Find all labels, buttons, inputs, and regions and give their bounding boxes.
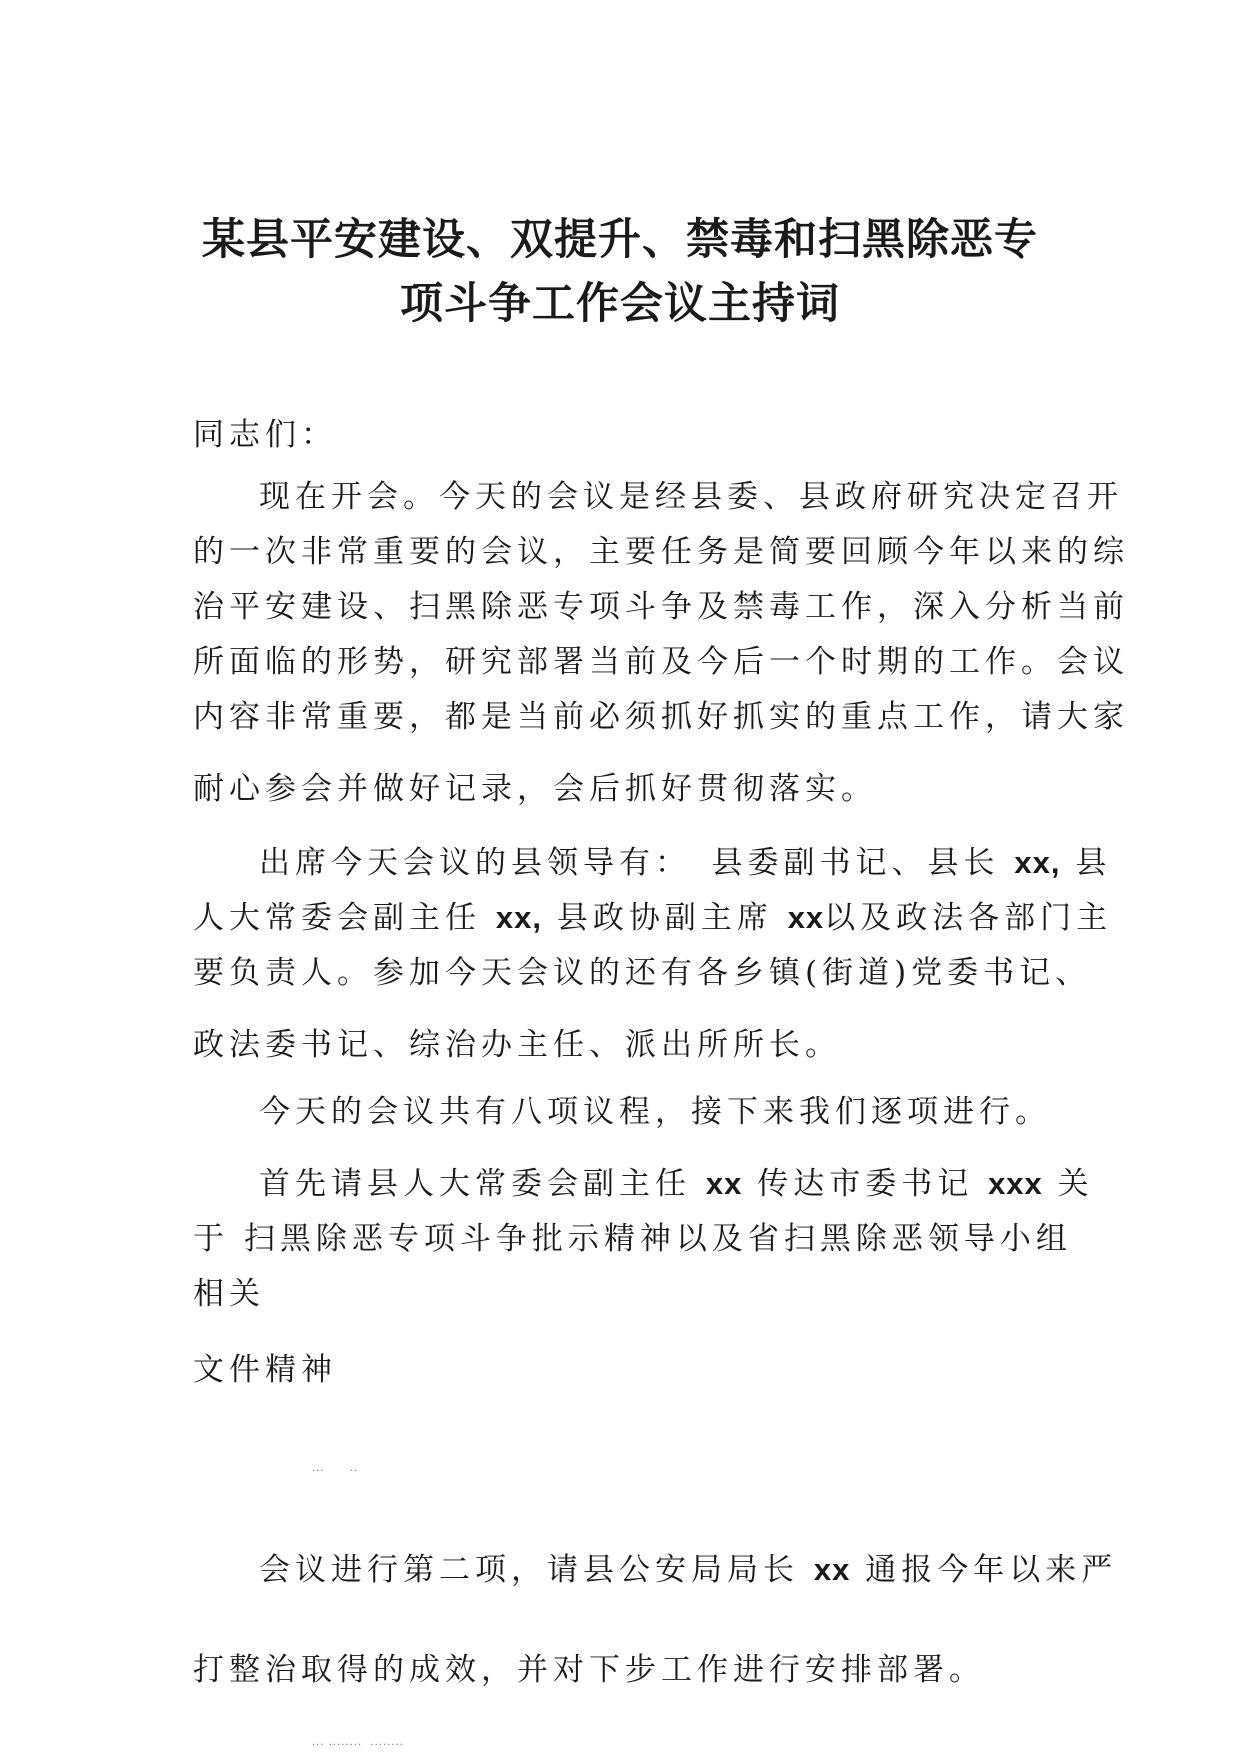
- paragraph-4-line-4: 文件精神: [193, 1352, 337, 1388]
- paragraph-2-line-1: 出席今天会议的县领导有： 县委副书记、县长 xx, 县: [259, 845, 1112, 881]
- paragraph-5-line-2: 打整治取得的成效，并对下步工作进行安排部署。: [193, 1652, 985, 1688]
- greeting: 同志们：: [193, 417, 337, 453]
- decorative-dots: ··· ········ ········: [312, 1740, 404, 1751]
- paragraph-4-line-1: 首先请县人大常委会副主任 xx 传达市委书记 xxx 关: [259, 1166, 1094, 1202]
- paragraph-1-line-6: 耐心参会并做好记录，会后抓好贯彻落实。: [193, 771, 877, 807]
- paragraph-2-line-4: 政法委书记、综治办主任、派出所所长。: [193, 1027, 841, 1063]
- paragraph-1-line-1: 现在开会。今天的会议是经县委、县政府研究决定召开: [259, 479, 1123, 515]
- decorative-dots: ··· ··: [312, 1466, 358, 1477]
- paragraph-2-line-3: 要负责人。参加今天会议的还有各乡镇(街道)党委书记、: [193, 955, 1092, 991]
- document-title-line-2: 项斗争工作会议主持词: [400, 279, 840, 329]
- paragraph-1-line-2: 的一次非常重要的会议，主要任务是简要回顾今年以来的综: [193, 534, 1129, 570]
- paragraph-4-line-3: 相关: [193, 1276, 265, 1312]
- paragraph-1-line-4: 所面临的形势，研究部署当前及今后一个时期的工作。会议: [193, 644, 1129, 680]
- paragraph-5-line-1: 会议进行第二项，请县公安局局长 xx 通报今年以来严: [259, 1552, 1118, 1588]
- paragraph-4-line-2: 于 扫黑除恶专项斗争批示精神以及省扫黑除恶领导小组: [193, 1221, 1072, 1257]
- paragraph-1-line-5: 内容非常重要，都是当前必须抓好抓实的重点工作，请大家: [193, 699, 1129, 735]
- paragraph-3: 今天的会议共有八项议程，接下来我们逐项进行。: [259, 1094, 1051, 1130]
- paragraph-2-line-2: 人大常委会副主任 xx, 县政协副主席 xx以及政法各部门主: [193, 900, 1113, 936]
- document-title-line-1: 某县平安建设、双提升、禁毒和扫黑除恶专: [202, 215, 1038, 265]
- paragraph-1-line-3: 治平安建设、扫黑除恶专项斗争及禁毒工作，深入分析当前: [193, 589, 1129, 625]
